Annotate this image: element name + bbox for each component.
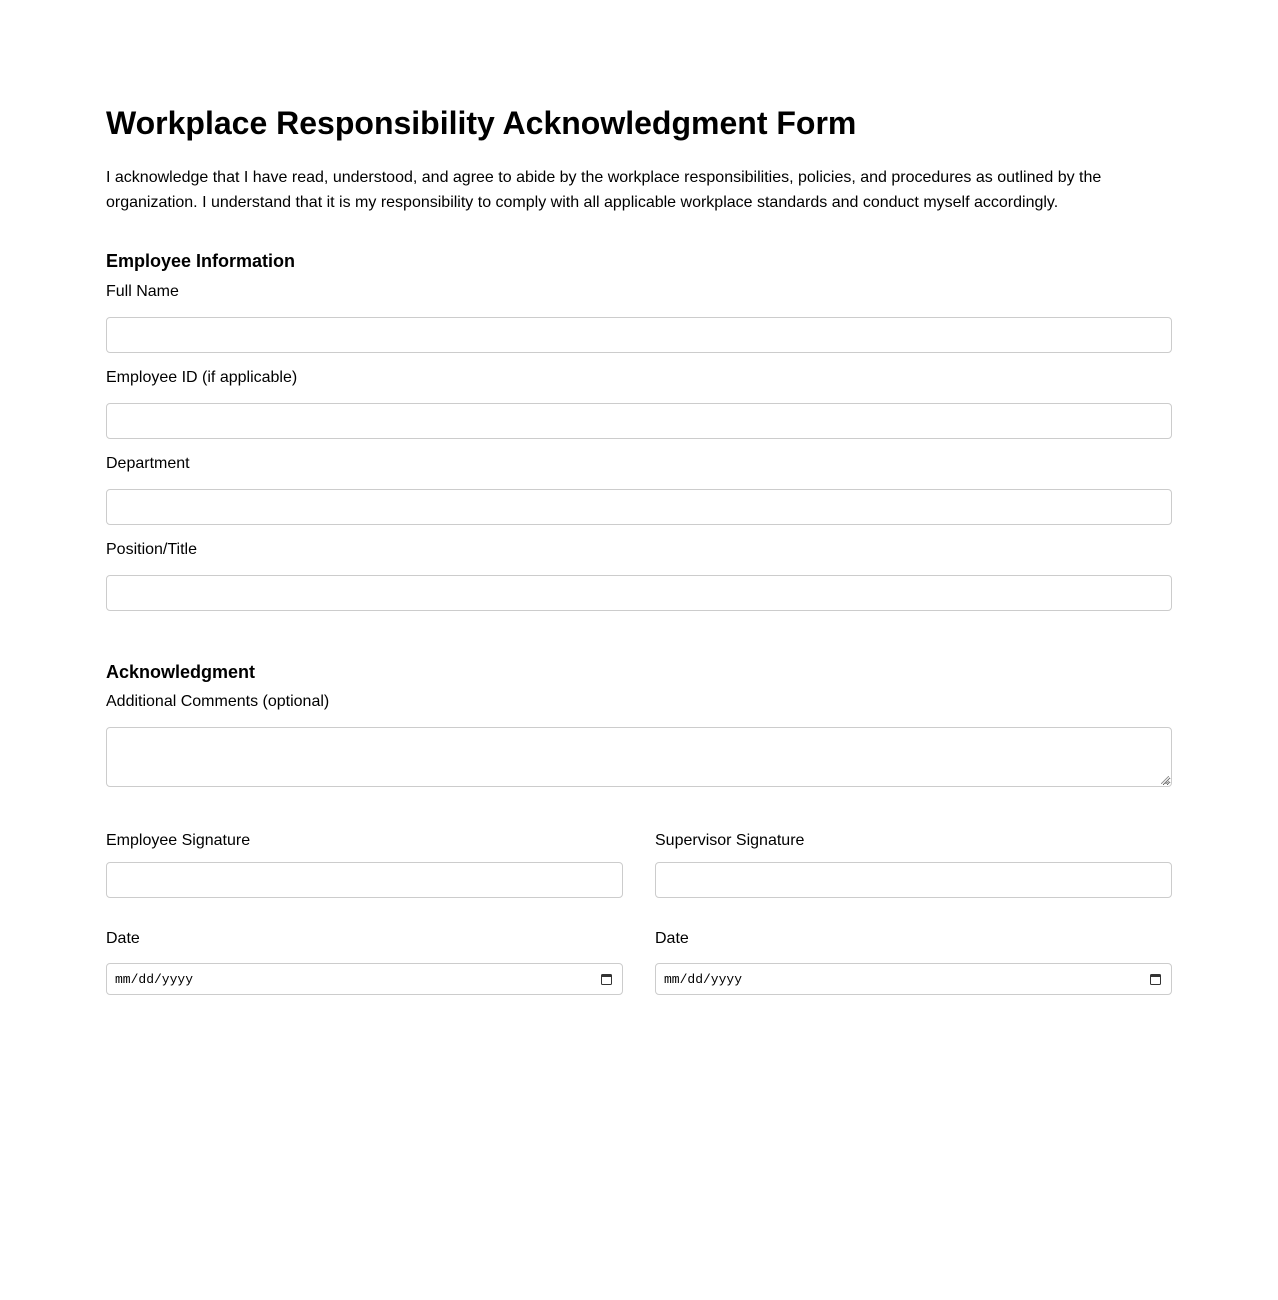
employee-date-placeholder: mm/dd/yyyy: [115, 971, 194, 987]
intro-text: I acknowledge that I have read, understood, and agree to abide by the workplace responsibilities, policies, and procedures as outlined by the organization. I understand that it is my responsibility to comply with all applicable workplace standards and conduct myself accordingly.: [106, 169, 1102, 211]
additional-comments-label: Additional Comments (optional): [106, 693, 330, 710]
additional-comments-textarea[interactable]: [106, 727, 1172, 787]
full-name-label: Full Name: [106, 283, 179, 300]
full-name-input[interactable]: [106, 317, 1172, 353]
position-title-label: Position/Title: [106, 541, 197, 558]
employee-id-input[interactable]: [106, 403, 1172, 439]
employee-date-label: Date: [106, 930, 140, 947]
supervisor-signature-label: Supervisor Signature: [655, 832, 805, 849]
supervisor-signature-input[interactable]: [655, 862, 1172, 898]
supervisor-date-label: Date: [655, 930, 689, 947]
calendar-icon[interactable]: [1150, 974, 1161, 985]
section-heading-employee-information: Employee Information: [106, 251, 296, 271]
section-heading-acknowledgment: Acknowledgment: [106, 662, 256, 682]
employee-signature-label: Employee Signature: [106, 832, 251, 849]
supervisor-date-input[interactable]: [655, 963, 1172, 995]
employee-date-input[interactable]: [106, 963, 623, 995]
department-input[interactable]: [106, 489, 1172, 525]
comments-wrapper: [106, 727, 1172, 787]
employee-signature-input[interactable]: [106, 862, 623, 898]
department-label: Department: [106, 455, 190, 472]
supervisor-date-placeholder: mm/dd/yyyy: [664, 971, 743, 987]
position-title-input[interactable]: [106, 575, 1172, 611]
page-title: Workplace Responsibility Acknowledgment Form: [106, 105, 857, 141]
calendar-icon[interactable]: [601, 974, 612, 985]
employee-id-label: Employee ID (if applicable): [106, 369, 298, 386]
